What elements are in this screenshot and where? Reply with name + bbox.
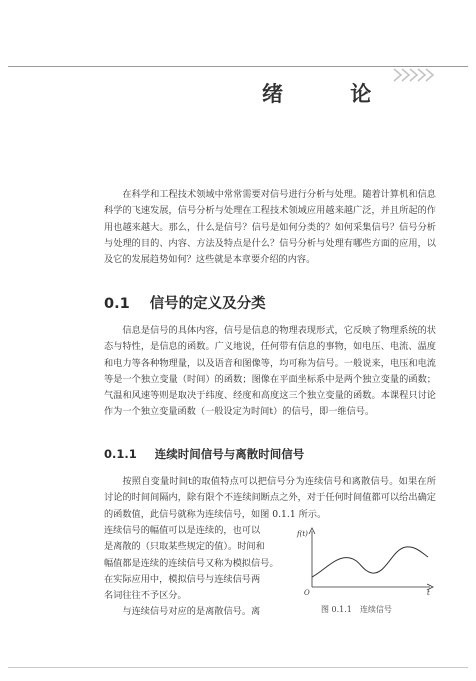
section-0-1-paragraph: 信息是信号的具体内容，信号是信息的物理表现形式，它反映了物理系统的状态与特性，是信息的函数。广义地说，任何带有信息的事物，如电压、电流、温度和电力等各种物理量，以及语音和图像等，均可称为信号。一般说来，电压和电流等是一个独立变量（时间）的函数；图像在平面坐标系中是两个独立变量的函数；气温和风速等则是取决于纬度、经度和高度这三个独立变量的函数。本课程只讨论作为一个独立变量函数（一般设定为时间t）的信号，即一维信号。 (104, 325, 436, 418)
section-heading-0-1 (104, 292, 266, 313)
signal-curve (312, 547, 428, 577)
continuous-signal-figure (296, 525, 436, 595)
subsection-paragraph-2: 与连续信号对应的是离散信号。离 (122, 606, 261, 617)
wrapped-line: 幅值都是连续的连续信号又称为模拟信号。 (104, 557, 279, 569)
figure-caption: 图 0.1.1 连续信号 (321, 605, 392, 614)
origin-label: O (304, 589, 310, 595)
wrapped-paragraph (104, 523, 286, 604)
chevron-decoration-icon (392, 66, 444, 84)
footer-rule (8, 667, 468, 668)
chapter-title: 绪 论 (262, 82, 402, 106)
subsection-title: 连续时间信号与离散时间信号 (154, 447, 305, 461)
subsection-paragraph-1: 按照自变量时间t的取值特点可以把信号分为连续信号和离散信号。如果在所讨论的时间间隔内，除有限个不连续间断点之外，对于任何时间值都可以给出确定的函数值，此信号就称为连续信号，如图 0.1.1 所示。 (104, 476, 436, 520)
intro-paragraph: 在科学和工程技术领域中常常需要对信号进行分析与处理。随着计算机和信息科学的飞速发展，信号分析与处理在工程技术领域应用越来越广泛，并且所起的作用也越来越大。那么，什么是信号？信号是如何分类的？如何采集信号？信号分析与处理的目的、内容、方法及特点是什么？信号分析与处理有哪些方面的应用，以及它的发展趋势如何？这些就是本章要介绍的内容。 (104, 189, 436, 266)
wrapped-line: 是离散的（只取某些规定的值）。时间和 (104, 541, 265, 553)
section-heading-0-1-1 (104, 446, 304, 462)
x-axis-label: t (427, 589, 430, 595)
wrapped-line: 连续信号的幅值可以是连续的，也可以 (104, 525, 261, 536)
y-axis-label: f(t) (297, 530, 308, 538)
wrapped-line: 在实际应用中，模拟信号与连续信号两 (104, 573, 261, 585)
subsection-number: 0.1.1 (104, 447, 137, 461)
section-title: 信号的定义及分类 (149, 296, 266, 312)
section-number: 0.1 (104, 296, 130, 312)
wrapped-line: 名词往往不予区分。 (104, 590, 187, 602)
